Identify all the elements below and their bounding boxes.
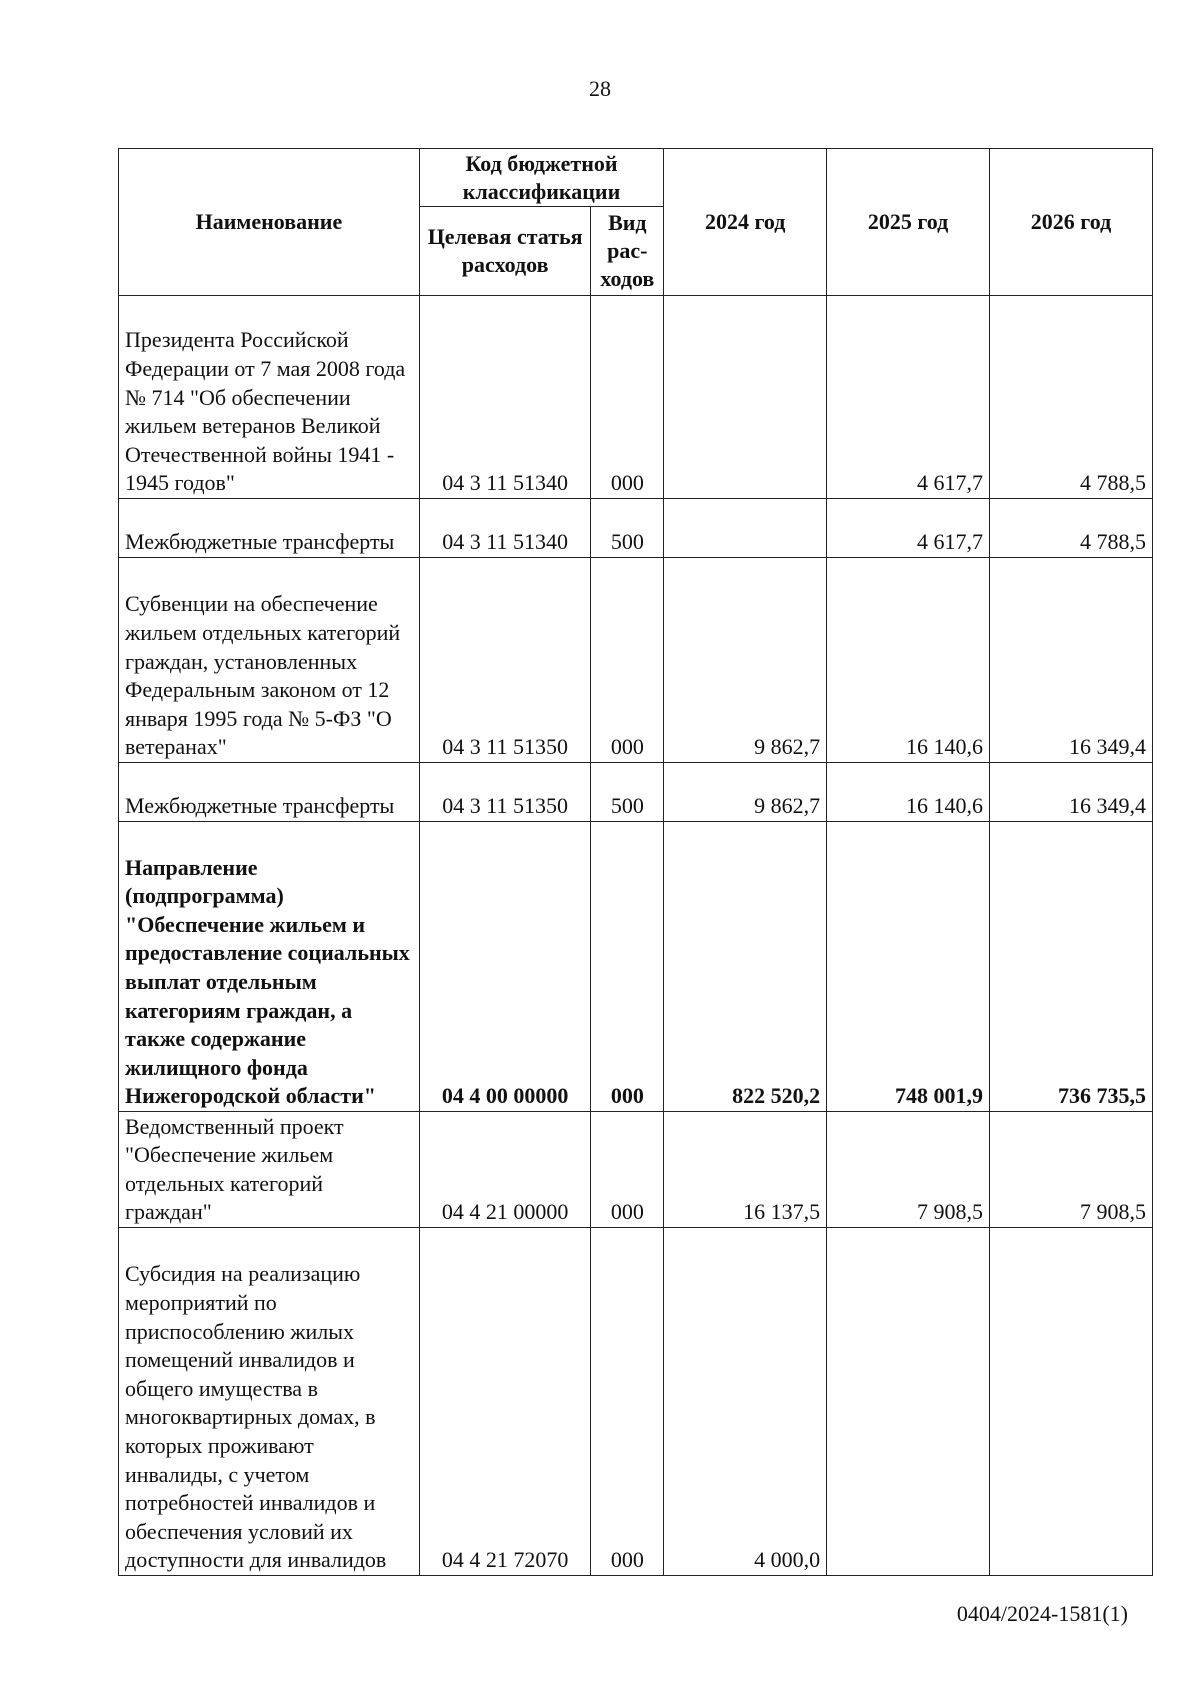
table-row [119,499,1153,558]
row-value-2024 [664,296,827,499]
row-target-code: 04 3 11 51350 [419,558,591,763]
header-2025: 2025 год [827,149,990,296]
header-2026: 2026 год [990,149,1153,296]
row-target-code: 04 4 21 00000 [419,1112,591,1228]
row-target-code: 04 3 11 51340 [419,499,591,558]
header-2024: 2024 год [664,149,827,296]
header-name: Наименование [119,149,420,296]
table-row [119,296,1153,499]
row-value-2024: 9 862,7 [664,763,827,822]
row-name: Президента Российской Федерации от 7 мая 2008 года № 714 "Об обеспечении жильем ветеранов Великой Отечественной войны 1941 - 1945 годов" [119,296,420,499]
row-value-2026: 7 908,5 [990,1112,1153,1228]
row-value-2026: 16 349,4 [990,763,1153,822]
budget-table [118,148,1153,1576]
row-expense-type: 000 [591,296,664,499]
row-value-2026: 4 788,5 [990,499,1153,558]
row-name: Субвенции на обеспечение жильем отдельных категорий граждан, установленных Федеральным законом от 12 января 1995 года № 5-ФЗ "О ветеранах" [119,558,420,763]
row-value-2026: 16 349,4 [990,558,1153,763]
header-target-article: Целевая статья расходов [419,207,591,296]
row-value-2024 [664,499,827,558]
row-expense-type: 000 [591,1228,664,1576]
row-name: Субсидия на реализацию мероприятий по приспособлению жилых помещений инвалидов и общего имущества в многоквартирных домах, в которых проживают инвалиды, с учетом потребностей инвалидов и обеспечения условий их доступности для инвалидов [119,1228,420,1576]
header-budget-code: Код бюджетной классификации [419,149,663,207]
row-value-2025 [827,1228,990,1576]
row-value-2026: 4 788,5 [990,296,1153,499]
row-value-2025: 4 617,7 [827,499,990,558]
row-value-2025: 748 001,9 [827,822,990,1112]
row-target-code: 04 4 00 00000 [419,822,591,1112]
row-target-code: 04 3 11 51350 [419,763,591,822]
row-expense-type: 500 [591,763,664,822]
row-value-2024: 9 862,7 [664,558,827,763]
document-footer-code: 0404/2024-1581(1) [956,1601,1128,1626]
table-row [119,763,1153,822]
row-expense-type: 000 [591,558,664,763]
row-name: Направление (подпрограмма) "Обеспечение жильем и предоставление социальных выплат отдельным категориям граждан, а также содержание жилищного фонда Нижегородской области" [119,822,420,1112]
row-name: Ведомственный проект "Обеспечение жильем отдельных категорий граждан" [119,1112,420,1228]
row-expense-type: 500 [591,499,664,558]
table-row-subprogram [119,822,1153,1112]
row-expense-type: 000 [591,1112,664,1228]
row-value-2025: 4 617,7 [827,296,990,499]
header-expense-type: Вид рас-ходов [591,207,664,296]
row-value-2026: 736 735,5 [990,822,1153,1112]
table-row [119,1228,1153,1576]
row-target-code: 04 4 21 72070 [419,1228,591,1576]
row-value-2024: 822 520,2 [664,822,827,1112]
row-name: Межбюджетные трансферты [119,763,420,822]
row-name: Межбюджетные трансферты [119,499,420,558]
row-value-2025: 16 140,6 [827,763,990,822]
row-expense-type: 000 [591,822,664,1112]
row-target-code: 04 3 11 51340 [419,296,591,499]
row-value-2024: 4 000,0 [664,1228,827,1576]
row-value-2024: 16 137,5 [664,1112,827,1228]
row-value-2025: 16 140,6 [827,558,990,763]
page-number: 28 [589,76,611,101]
table-row [119,558,1153,763]
table-row [119,1112,1153,1228]
row-value-2026 [990,1228,1153,1576]
row-value-2025: 7 908,5 [827,1112,990,1228]
